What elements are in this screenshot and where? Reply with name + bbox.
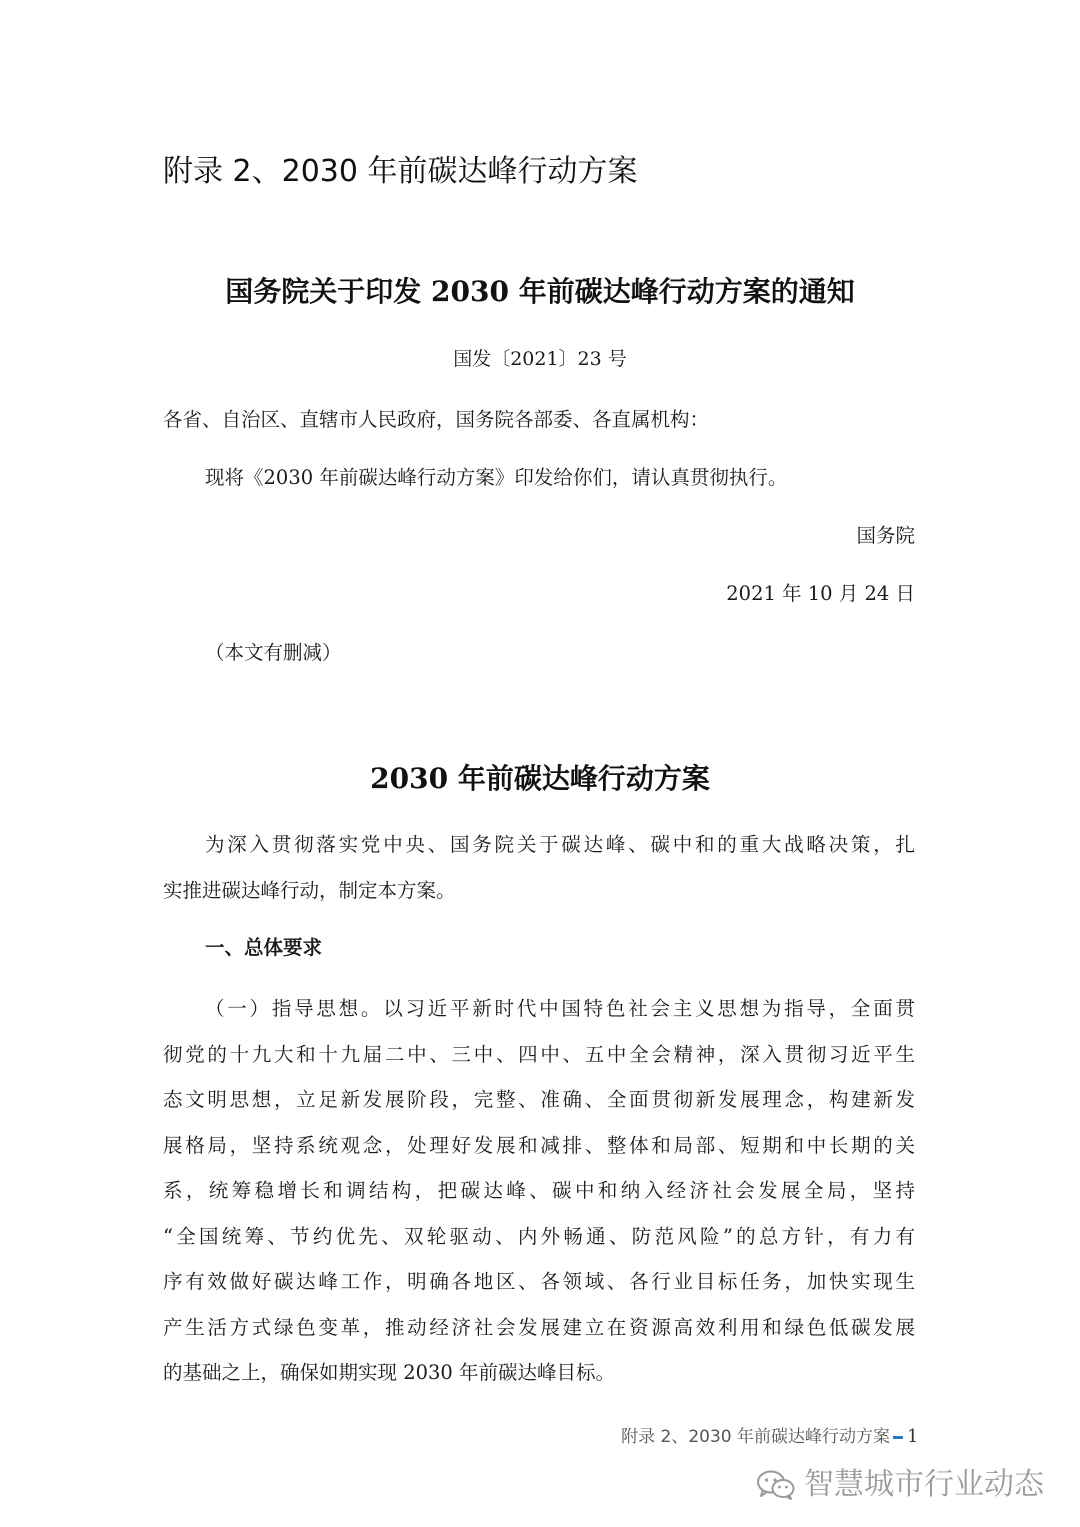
watermark — [756, 1465, 1044, 1505]
paragraph-line: 态文明思想，立足新发展阶段，完整、准确、全面贯彻新发展理念，构建新发 — [163, 1088, 915, 1111]
issue-date: 2021 年 10 月 24 日 — [726, 582, 915, 605]
notice-body: 现将《2030 年前碳达峰行动方案》印发给你们，请认真贯彻执行。 — [205, 466, 788, 489]
paragraph-line: 的基础之上，确保如期实现 2030 年前碳达峰目标。 — [163, 1361, 616, 1384]
footer-accent-dash — [893, 1436, 903, 1439]
issuer: 国务院 — [856, 524, 915, 547]
page-number: 1 — [907, 1426, 919, 1447]
plan-title: 2030 年前碳达峰行动方案 — [370, 762, 710, 795]
notice-title: 国务院关于印发 2030 年前碳达峰行动方案的通知 — [225, 275, 855, 308]
guiding-paragraph — [163, 986, 915, 1396]
paragraph-line: 系，统筹稳增长和调结构，把碳达峰、碳中和纳入经济社会发展全局，坚持 — [163, 1179, 915, 1202]
intro-line: 为深入贯彻落实党中央、国务院关于碳达峰、碳中和的重大战略决策，扎 — [205, 833, 915, 856]
running-footer-title: 附录 2、2030 年前碳达峰行动方案 — [621, 1427, 890, 1447]
paragraph-line: “全国统筹、节约优先、双轮驱动、内外畅通、防范风险”的总方针，有力有 — [163, 1224, 915, 1248]
document-number: 国发〔2021〕23 号 — [453, 348, 627, 370]
recipients-line: 各省、自治区、直辖市人民政府，国务院各部委、各直属机构： — [163, 408, 710, 431]
intro-line: 实推进碳达峰行动，制定本方案。 — [163, 878, 456, 902]
paragraph-line: （一）指导思想。以习近平新时代中国特色社会主义思想为指导，全面贯 — [205, 997, 915, 1020]
wechat-icon — [756, 1469, 796, 1501]
paragraph-line: 彻党的十九大和十九届二中、三中、四中、五中全会精神，深入贯彻习近平生 — [163, 1042, 915, 1066]
abridged-note: （本文有删减） — [205, 641, 342, 664]
appendix-title: 附录 2、2030 年前碳达峰行动方案 — [163, 154, 638, 189]
paragraph-line: 产生活方式绿色变革，推动经济社会发展建立在资源高效利用和绿色低碳发展 — [163, 1315, 915, 1339]
intro-paragraph — [163, 822, 915, 913]
paragraph-line: 展格局，坚持系统观念，处理好发展和减排、整体和局部、短期和中长期的关 — [163, 1133, 915, 1157]
watermark-text: 智慧城市行业动态 — [804, 1467, 1044, 1502]
section-heading: 一、总体要求 — [205, 936, 323, 959]
paragraph-line: 序有效做好碳达峰工作，明确各地区、各领域、各行业目标任务，加快实现生 — [163, 1270, 915, 1293]
